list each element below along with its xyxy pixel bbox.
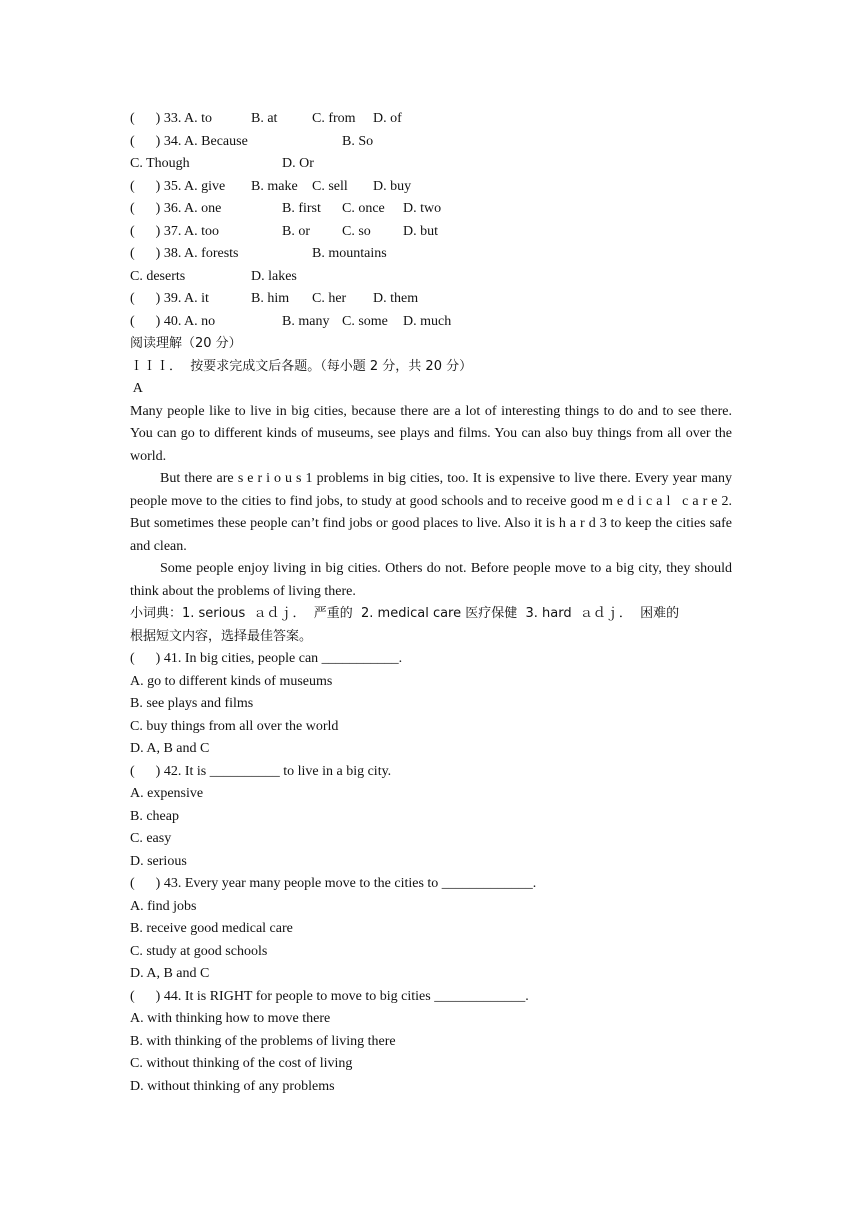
paragraph-text: 2. But sometimes these people can’t find jobs or good places to live. Also it is [130,493,732,531]
passage-paragraph-2 [130,468,732,558]
cloze-option-a: ( ) 39. A. it [130,291,209,306]
paragraph-text: 3 to keep the cities safe and clean. [130,516,732,554]
cloze-option-b: B. or [282,223,310,239]
answer-option: D. A, B and C [130,966,210,981]
cloze-option-b: B. So [342,133,374,149]
cloze-option-a: ( ) 38. A. forests [130,246,239,261]
paragraph-text: 1 problems in big cities, too. It is expensive to live there. Every year many people move to the cities to find jobs, to study at good schools and to receive good [130,471,733,509]
cloze-option-b: B. many [282,313,330,329]
answer-option: C. buy things from all over the world [130,718,339,734]
cloze-option-d: D. lakes [251,268,297,284]
answer-option: C. easy [130,831,172,846]
cloze-option-c: C. deserts [130,268,186,284]
question-41 [130,648,732,761]
vocab-serious: serious [237,471,306,486]
cloze-row-40 [130,311,732,334]
cloze-option-d: D. but [403,223,438,239]
cloze-row-33 [130,108,732,131]
cloze-option-c: C. once [342,201,385,216]
question-43 [130,873,732,986]
cloze-option-b: B. first [282,201,321,216]
cloze-option-d: D. much [403,313,452,329]
answer-option: C. without thinking of the cost of living [130,1056,353,1071]
cloze-option-d: D. Or [282,156,314,171]
cloze-option-d: D. them [373,291,419,306]
cloze-option-c: C. so [342,223,371,239]
paragraph-text: But there are [160,471,238,486]
passage-label: A [130,381,143,396]
question-stem: ( ) 42. It is __________ to live in a big city. [130,763,392,779]
cloze-option-a: ( ) 40. A. no [130,313,216,329]
answer-option: D. without thinking of any problems [130,1078,335,1094]
cloze-row-35 [130,176,732,199]
cloze-row-34-cont [130,153,732,176]
cloze-option-c: C. from [312,111,356,126]
cloze-option-c: C. sell [312,178,348,194]
glossary: 小词典：1. serious ａｄｊ． 严重的 2. medical care 医疗保健 3. hard ａｄｊ． 困难的 [130,606,680,621]
answer-option: D. A, B and C [130,741,210,756]
answer-option: B. with thinking of the problems of living there [130,1033,396,1049]
passage-paragraph-3: Some people enjoy living in big cities. Others do not. Before people move to a big city, they should think about the problems of living there. [130,561,732,599]
cloze-option-d: D. two [403,201,442,216]
cloze-option-d: D. of [373,111,402,126]
section-title: 阅读理解（20 分） [130,336,242,351]
part-heading: ＩＩＩ． 按要求完成文后各题。（每小题 2 分，共 20 分） [130,358,473,374]
passage-paragraph-1: Many people like to live in big cities, because there are a lot of interesting things to do and to see there. You can go to different kinds of museums, see plays and films. You can also buy things from all over the world. [130,403,732,464]
question-44 [130,986,732,1099]
cloze-row-36 [130,198,732,221]
question-stem: ( ) 43. Every year many people move to the cities to _____________. [130,876,537,891]
answer-option: B. receive good medical care [130,921,293,936]
cloze-option-b: B. make [251,178,298,194]
question-stem: ( ) 41. In big cities, people can ___________. [130,651,403,666]
answer-option: C. study at good schools [130,943,268,959]
answer-option: A. with thinking how to move there [130,1011,331,1026]
cloze-option-c: C. Though [130,156,190,171]
cloze-option-d: D. buy [373,178,412,194]
vocab-hard: hard [558,516,600,531]
cloze-option-c: C. some [342,313,388,329]
cloze-option-a: ( ) 33. A. to [130,111,213,126]
cloze-row-38 [130,243,732,266]
cloze-option-a: ( ) 37. A. too [130,223,220,239]
question-stem: ( ) 44. It is RIGHT for people to move to big cities _____________. [130,988,529,1004]
answer-option: A. find jobs [130,898,197,914]
cloze-option-a: ( ) 36. A. one [130,201,222,216]
vocab-medical-care: medical care [602,493,722,509]
cloze-option-a: ( ) 35. A. give [130,178,226,194]
cloze-option-b: B. at [251,111,278,126]
cloze-option-b: B. mountains [312,246,387,261]
answer-option: A. expensive [130,786,204,801]
cloze-row-38-cont [130,266,732,289]
cloze-row-34 [130,131,732,154]
answer-option: A. go to different kinds of museums [130,673,333,689]
answer-option: D. serious [130,853,187,869]
answer-option: B. see plays and films [130,696,254,711]
cloze-option-c: C. her [312,291,347,306]
exam-page [130,108,732,1098]
cloze-row-39 [130,288,732,311]
cloze-row-37 [130,221,732,244]
cloze-option-b: B. him [251,291,290,306]
answer-option: B. cheap [130,808,179,824]
question-42 [130,761,732,874]
instruction: 根据短文内容，选择最佳答案。 [130,628,313,644]
cloze-option-a: ( ) 34. A. Because [130,133,248,149]
